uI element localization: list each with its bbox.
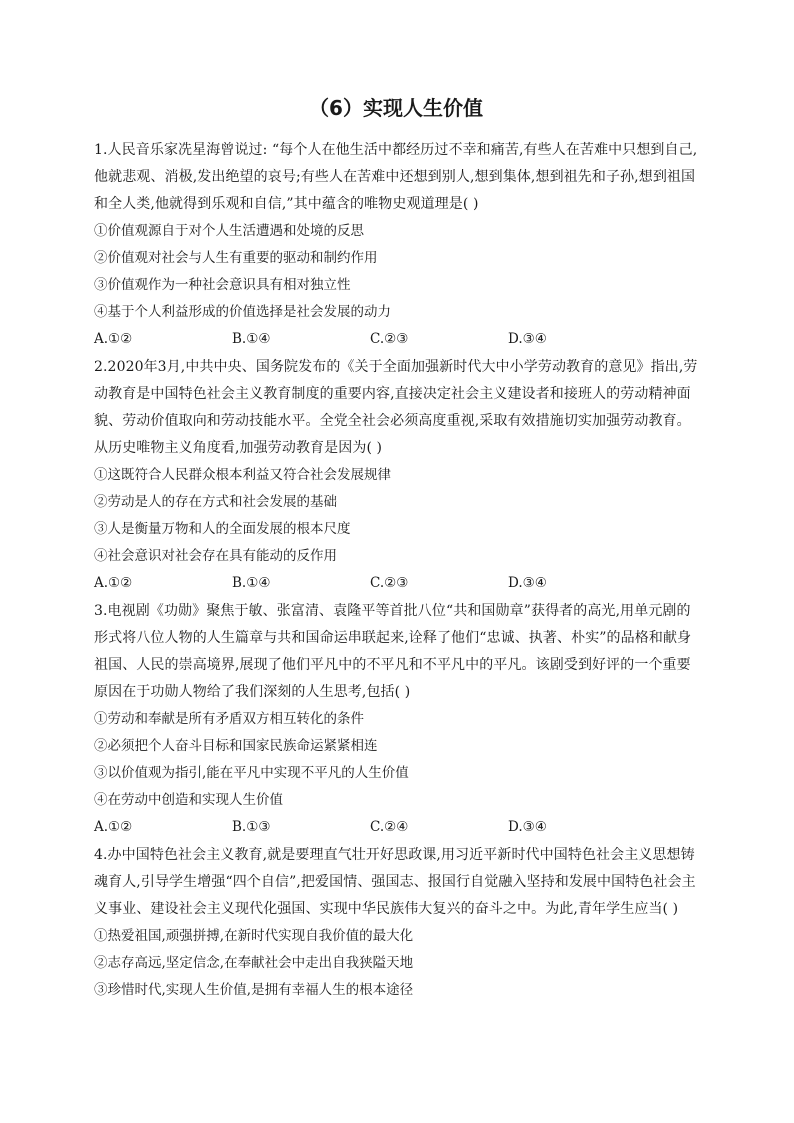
choice-c: C.②③ [370, 331, 409, 347]
choice-c: C.②③ [370, 575, 409, 591]
question-2 [94, 354, 698, 597]
choice-b: B.①③ [232, 819, 271, 835]
question-1 [94, 137, 698, 353]
choice-a: A.①② [94, 331, 133, 347]
statement-item: ②志存高远,坚定信念,在奉献社会中走出自我狭隘天地 [94, 955, 414, 971]
statement-item: ③价值观作为一种社会意识具有相对独立性 [94, 277, 351, 293]
statement-item: ①劳动和奉献是所有矛盾双方相互转化的条件 [94, 711, 364, 727]
statement-item: ④基于个人利益形成的价值选择是社会发展的动力 [94, 304, 391, 320]
statement-item: ③以价值观为指引,能在平凡中实现不平凡的人生价值 [94, 765, 409, 781]
question-stem: 4.办中国特色社会主义教育,就是要理直气壮开好思政课,用习近平新时代中国特色社会主义思想铸魂育人,引导学生增强“四个自信”,把爱国情、强国志、报国行自觉融入坚持和发展中国特色社会主义事业、建设社会主义现代化强国、实现中华民族伟大复兴的奋斗之中。为此,青年学生应当( ) [94, 847, 696, 917]
statement-item: ②劳动是人的存在方式和社会发展的基础 [94, 494, 337, 510]
choice-a: A.①② [94, 819, 133, 835]
choice-d: D.③④ [508, 819, 547, 835]
page-title: （6）实现人生价值 [309, 96, 483, 120]
question-stem: 2.2020年3月,中共中央、国务院发布的《关于全面加强新时代大中小学劳动教育的意见》指出,劳动教育是中国特色社会主义教育制度的重要内容,直接决定社会主义建设者和接班人的劳动精神面貌、劳动价值取向和劳动技能水平。全党全社会必须高度重视,采取有效措施切实加强劳动教育。从历史唯物主义角度看,加强劳动教育是因为( ) [94, 359, 698, 456]
question-4 [94, 842, 698, 1004]
answer-choices [94, 814, 698, 841]
choice-c: C.②④ [370, 819, 409, 835]
answer-choices [94, 570, 698, 597]
statement-item: ④在劳动中创造和实现人生价值 [94, 792, 283, 808]
choice-b: B.①④ [232, 331, 271, 347]
choice-d: D.③④ [508, 331, 547, 347]
statement-item: ①这既符合人民群众根本利益又符合社会发展规律 [94, 467, 391, 483]
statement-item: ①价值观源自于对个人生活遭遇和处境的反思 [94, 223, 364, 239]
question-stem: 1.人民音乐家冼星海曾说过: “每个人在他生活中都经历过不幸和痛苦,有些人在苦难中只想到自己,他就悲观、消极,发出绝望的哀号;有些人在苦难中还想到别人,想到集体,想到祖先和子孙,想到祖国和全人类,他就得到乐观和自信,”其中蕴含的唯物史观道理是( ) [94, 142, 698, 212]
answer-choices [94, 326, 698, 353]
question-3 [94, 598, 698, 841]
statement-item: ③人是衡量万物和人的全面发展的根本尺度 [94, 521, 351, 537]
choice-b: B.①④ [232, 575, 271, 591]
statement-item: ①热爱祖国,顽强拼搏,在新时代实现自我价值的最大化 [94, 928, 414, 944]
question-stem: 3.电视剧《功勋》聚焦于敏、张富清、袁隆平等首批八位“共和国勋章”获得者的高光,用单元剧的形式将八位人物的人生篇章与共和国命运串联起来,诠释了他们“忠诚、执著、朴实”的品格和献身祖国、人民的崇高境界,展现了他们平凡中的不平凡和不平凡中的平凡。该剧受到好评的一个重要原因在于功勋人物给了我们深刻的人生思考,包括( ) [94, 603, 692, 700]
choice-a: A.①② [94, 575, 133, 591]
choice-d: D.③④ [508, 575, 547, 591]
statement-item: ④社会意识对社会存在具有能动的反作用 [94, 548, 337, 564]
statement-item: ③珍惜时代,实现人生价值,是拥有幸福人生的根本途径 [94, 982, 414, 998]
statement-item: ②必须把个人奋斗目标和国家民族命运紧紧相连 [94, 738, 378, 754]
statement-item: ②价值观对社会与人生有重要的驱动和制约作用 [94, 250, 378, 266]
